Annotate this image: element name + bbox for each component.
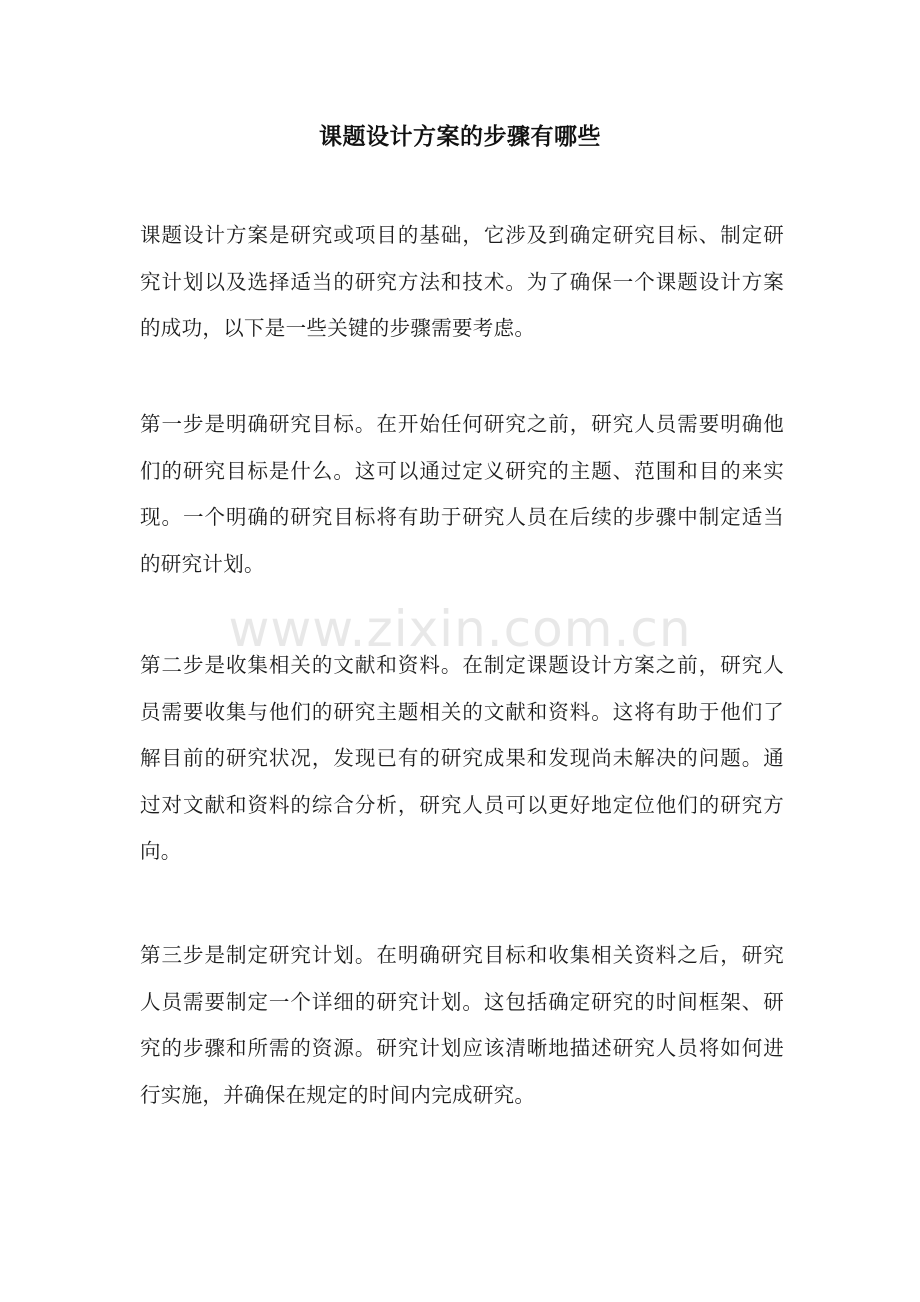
paragraph-step-one: 第一步是明确研究目标。在开始任何研究之前，研究人员需要明确他们的研究目标是什么。这可以通过定义研究的主题、范围和目的来实现。一个明确的研究目标将有助于研究人员在后续的步骤中制定适当的研究计划。: [140, 412, 784, 576]
document-title: 课题设计方案的步骤有哪些: [319, 124, 601, 150]
paragraph-intro: 课题设计方案是研究或项目的基础，它涉及到确定研究目标、制定研究计划以及选择适当的研究方法和技术。为了确保一个课题设计方案的成功，以下是一些关键的步骤需要考虑。: [140, 223, 784, 340]
watermark: www.zixin.com.cn: [228, 600, 692, 658]
paragraph-step-two: 第二步是收集相关的文献和资料。在制定课题设计方案之前，研究人员需要收集与他们的研究主题相关的文献和资料。这将有助于他们了解目前的研究状况，发现已有的研究成果和发现尚未解决的问题。通过对文献和资料的综合分析，研究人员可以更好地定位他们的研究方向。: [140, 653, 784, 863]
paragraph-step-three: 第三步是制定研究计划。在明确研究目标和收集相关资料之后，研究人员需要制定一个详细的研究计划。这包括确定研究的时间框架、研究的步骤和所需的资源。研究计划应该清晰地描述研究人员将如何进行实施，并确保在规定的时间内完成研究。: [140, 943, 784, 1107]
